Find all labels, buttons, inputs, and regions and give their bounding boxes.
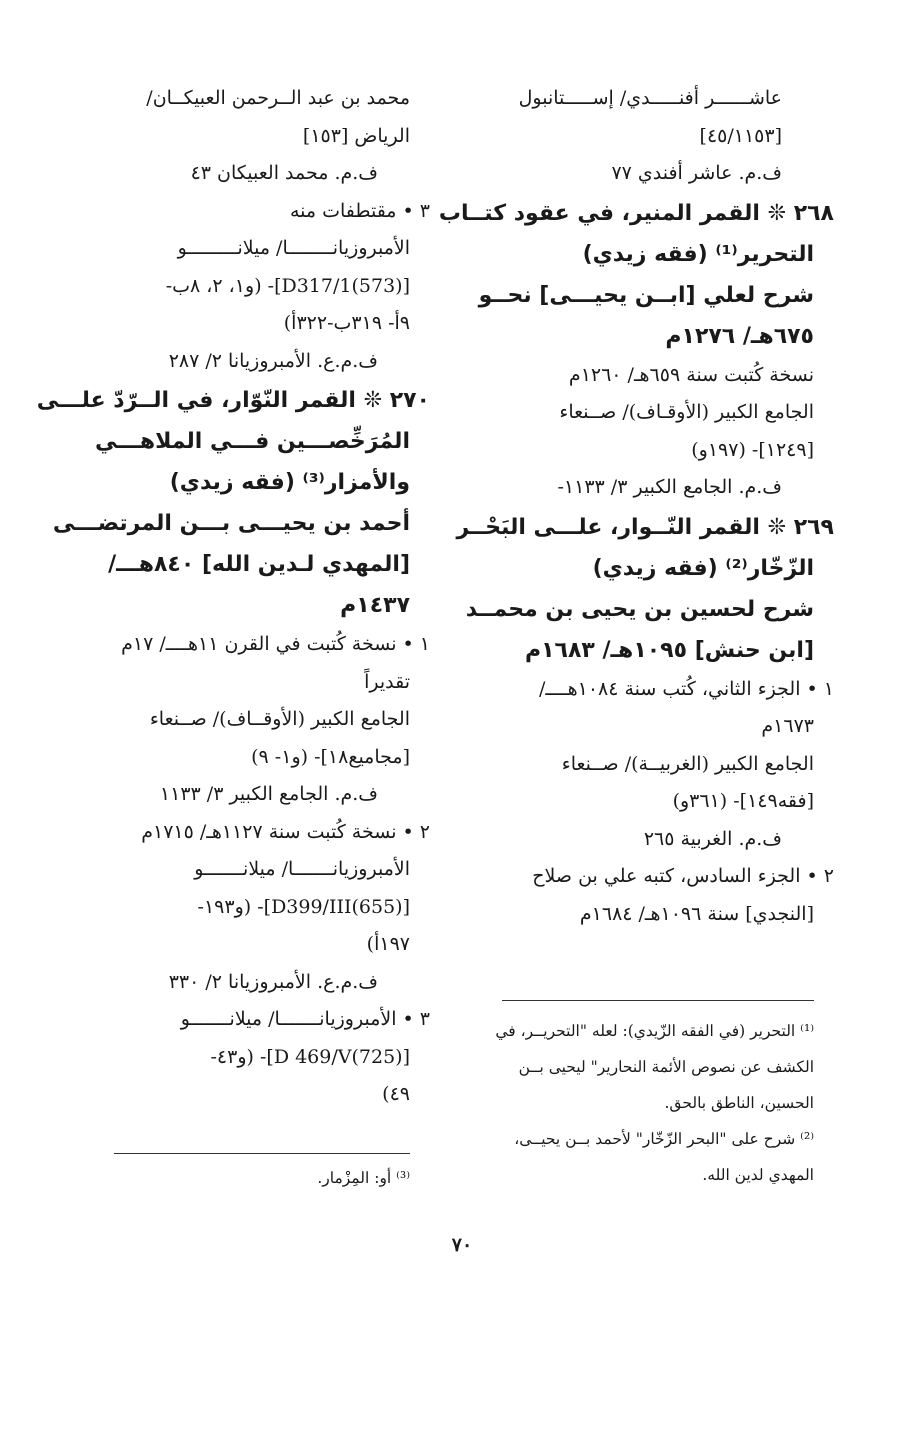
text-line: [١٢٤٩]- (١٩٧و) xyxy=(691,438,814,461)
text-line: ف.م. الجامع الكبير ٣/ ١١٣٣ xyxy=(159,783,378,805)
text-line: المُرَخِّصـــين فـــي الملاهـــي xyxy=(95,429,410,454)
text-line: ٢ • الجزء السادس، كتبه علي بن صلاح xyxy=(532,865,834,887)
text-line: [مجاميع١٨]- (و١- ٩) xyxy=(251,745,410,768)
text-line: ١٤٣٧م xyxy=(340,593,410,618)
text-line: الجامع الكبير (الأوقــاف)/ صــنعاء xyxy=(149,708,410,730)
footnote-line: المهدي لدين الله. xyxy=(702,1166,814,1184)
text-line: ٣ • الأمبروزيانـــــــا/ ميلانـــــــو xyxy=(180,1008,430,1030)
text-line: شرح لعلي [ابــن يحيـــى] نحــو xyxy=(478,282,814,308)
footnotes-right xyxy=(484,1013,814,1193)
text-line: [ابن حنش] ١٠٩٥هـ/ ١٦٨٣م xyxy=(525,637,814,663)
text-line: ٢٦٨ ❊ القمر المنير، في عقود كتــاب xyxy=(438,200,834,226)
text-line: [المهدي لـدين الله] ٨٤٠هـــ/ xyxy=(108,552,410,577)
text-line: [النجدي] سنة ١٠٩٦هـ/ ١٦٨٤م xyxy=(579,902,814,925)
text-line: ٦٧٥هـ/ ١٢٧٦م xyxy=(665,323,814,349)
footnote-line: الحسين، الناطق بالحق. xyxy=(664,1094,814,1112)
text-line: ٩أ- ٣١٩ب-٣٢٢أ) xyxy=(283,312,410,334)
text-line: ١٩٧أ) xyxy=(366,933,410,955)
text-line: التحرير⁽¹⁾ (فقه زيدي) xyxy=(582,241,814,267)
footnote-line: ⁽³⁾ أو: المِزْمار. xyxy=(317,1169,410,1187)
text-line: الجامع الكبير (الأوقـاف)/ صــنعاء xyxy=(559,401,814,423)
footnote-line: الكشف عن نصوص الأئمة النحارير" ليحيى بــن xyxy=(518,1058,814,1076)
text-line: محمد بن عبد الــرحمن العبيكــان/ xyxy=(146,87,410,109)
text-line: الأمبروزيانـــــــا/ ميلانـــــــو xyxy=(194,858,410,880)
page-number: ٧٠ xyxy=(451,1234,473,1256)
footnotes-left xyxy=(80,1160,410,1196)
text-line: الجامع الكبير (الغربيــة)/ صــنعاء xyxy=(561,752,814,775)
text-line: ١٦٧٣م xyxy=(761,715,814,737)
text-line: ٢٧٠ ❊ القمر النّوّار، في الــرّدّ علـــى xyxy=(36,388,430,413)
text-line: الزّخّار⁽²⁾ (فقه زيدي) xyxy=(592,555,814,581)
text-line: [فقه١٤٩]- (٣٦١و) xyxy=(672,790,814,812)
text-line: ١ • الجزء الثاني، كُتب سنة ١٠٨٤هــــ/ xyxy=(538,677,834,700)
text-line: ف.م. الغربية ٢٦٥ xyxy=(643,827,782,850)
text-line: ٢٦٩ ❊ القمر النّــوار، علـــى البَحْــر xyxy=(456,514,834,540)
footnote-line: ⁽²⁾ شرح على "البحر الزّخّار" لأحمد بــن يحيــى، xyxy=(514,1130,814,1148)
text-line: [٤٥/١١٥٣] xyxy=(699,124,782,147)
text-line: [(573)D317/1]- (و١، ٢، ٨ب- xyxy=(165,274,410,297)
text-line: تقديراً xyxy=(364,670,410,693)
text-line: ٤٩) xyxy=(382,1083,410,1105)
text-line: ٢ • نسخة كُتبت سنة ١١٢٧هـ/ ١٧١٥م xyxy=(141,820,430,843)
footnote-rule-right xyxy=(502,1000,814,1001)
text-line: ف.م.ع. الأمبروزيانا ٢/ ٣٣٠ xyxy=(168,970,378,993)
footnote-line: ⁽¹⁾ التحرير (في الفقه الزّيدي): لعله "التحريــر، في xyxy=(495,1022,814,1040)
text-line: ف.م. محمد العبيكان ٤٣ xyxy=(190,162,378,184)
text-line: عاشــــــر أفنـــــدي/ إســـــتانبول xyxy=(518,87,782,109)
text-line: نسخة كُتبت سنة ٦٥٩هـ/ ١٢٦٠م xyxy=(568,363,814,386)
right-column xyxy=(438,80,834,933)
text-line: ١ • نسخة كُتبت في القرن ١١هــــ/ ١٧م xyxy=(121,633,430,655)
text-line: الأمبروزيانــــــــا/ ميلانـــــــــو xyxy=(177,237,410,259)
text-line: الرياض [١٥٣] xyxy=(302,124,410,147)
text-line: [(725)D 469/V]- (و٤٣- xyxy=(210,1045,410,1068)
text-line: ف.م. الجامع الكبير ٣/ ١١٣٣- xyxy=(557,476,782,498)
text-line: ٣ • مقتطفات منه xyxy=(289,199,430,222)
text-line: شرح لحسين بن يحيى بن محمــد xyxy=(465,596,814,622)
text-line: [(655)D399/III]- (و١٩٣- xyxy=(197,895,410,918)
text-line: ف.م. عاشر أفندي ٧٧ xyxy=(611,162,782,184)
footnote-rule-left xyxy=(114,1153,410,1154)
text-line: أحمد بن يحيـــى بـــن المرتضـــى xyxy=(52,511,410,536)
left-column xyxy=(36,80,430,1114)
text-line: ف.م.ع. الأمبروزيانا ٢/ ٢٨٧ xyxy=(168,349,378,372)
text-line: والأمزار⁽³⁾ (فقه زيدي) xyxy=(169,470,410,495)
